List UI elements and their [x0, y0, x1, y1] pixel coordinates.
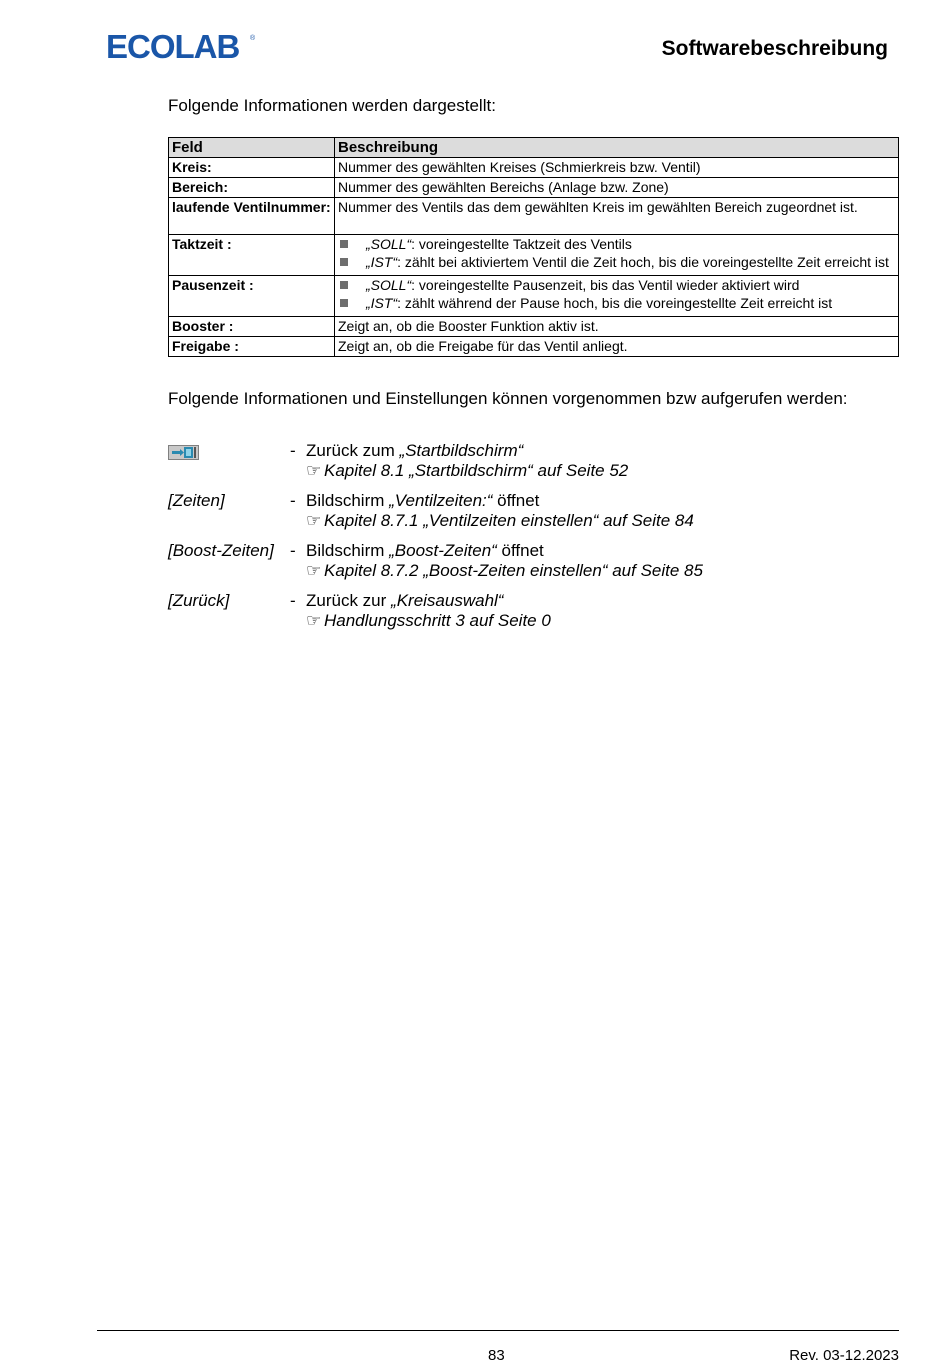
home-screen-icon[interactable] [168, 445, 199, 460]
feld-cell: laufende Ventilnummer: [169, 198, 335, 235]
table-row [169, 198, 899, 235]
action-text: Bildschirm „Boost-Zeiten“ öffnet [306, 541, 544, 560]
table-row [169, 178, 899, 198]
feld-cell: Pausenzeit : [169, 276, 335, 317]
column-header-beschreibung: Beschreibung [335, 138, 899, 158]
intro-text: Folgende Informationen werden dargestellt: [168, 96, 496, 115]
action-text: Zurück zur „Kreisauswahl“ [306, 591, 504, 610]
boost-zeiten-button[interactable]: [Boost-Zeiten] [168, 541, 274, 560]
desc-cell: Zeigt an, ob die Booster Funktion aktiv ist. [335, 317, 899, 337]
action-dash: - [290, 491, 296, 510]
list-item: „IST“: zählt bei aktiviertem Ventil die Zeit hoch, bis die voreingestellte Zeit erreicht ist [338, 255, 895, 270]
desc-cell: Zeigt an, ob die Freigabe für das Ventil anliegt. [335, 337, 899, 357]
square-bullet-icon [340, 281, 348, 289]
pointing-hand-icon: ☞ [306, 611, 322, 630]
desc-cell: Nummer des gewählten Kreises (Schmierkreis bzw. Ventil) [335, 158, 899, 178]
table-row [169, 276, 899, 317]
action-reference[interactable]: ☞ Handlungsschritt 3 auf Seite 0 [306, 611, 551, 630]
bullet-list [338, 237, 895, 270]
action-reference[interactable]: ☞ Kapitel 8.1 „Startbildschirm“ auf Seite 52 [306, 461, 629, 480]
action-dash: - [290, 591, 296, 610]
ecolab-logo [106, 30, 256, 62]
intro-text-2: Folgende Informationen und Einstellungen können vorgenommen bzw aufgerufen werden: [168, 389, 848, 408]
zurueck-button[interactable]: [Zurück] [168, 591, 230, 610]
pointing-hand-icon: ☞ [306, 461, 322, 480]
pointing-hand-icon: ☞ [306, 561, 322, 580]
info-table [168, 137, 899, 357]
revision-label: Rev. 03-12.2023 [789, 1347, 899, 1364]
desc-cell [335, 276, 899, 317]
action-reference[interactable]: ☞ Kapitel 8.7.2 „Boost-Zeiten einstellen“ auf Seite 85 [306, 561, 703, 580]
desc-cell [335, 235, 899, 276]
action-dash: - [290, 441, 296, 460]
desc-cell: Nummer des Ventils das dem gewählten Kreis im gewählten Bereich zugeordnet ist. [335, 198, 899, 235]
desc-cell: Nummer des gewählten Bereichs (Anlage bzw. Zone) [335, 178, 899, 198]
footer-divider [97, 1330, 899, 1331]
page-number: 83 [488, 1347, 505, 1364]
feld-cell: Freigabe : [169, 337, 335, 357]
table-row [169, 235, 899, 276]
feld-cell: Booster : [169, 317, 335, 337]
table-row [169, 337, 899, 357]
list-item: „SOLL“: voreingestellte Taktzeit des Ventils [338, 237, 895, 252]
square-bullet-icon [340, 240, 348, 248]
table-row [169, 317, 899, 337]
list-item: „IST“: zählt während der Pause hoch, bis die voreingestellte Zeit erreicht ist [338, 296, 895, 311]
feld-cell: Taktzeit : [169, 235, 335, 276]
column-header-feld: Feld [169, 138, 335, 158]
square-bullet-icon [340, 258, 348, 266]
square-bullet-icon [340, 299, 348, 307]
zeiten-button[interactable]: [Zeiten] [168, 491, 225, 510]
table-header-row [169, 138, 899, 158]
feld-cell: Bereich: [169, 178, 335, 198]
ecolab-logo-text: ECOLAB [106, 30, 240, 62]
bullet-list [338, 278, 895, 311]
feld-cell: Kreis: [169, 158, 335, 178]
pointing-hand-icon: ☞ [306, 511, 322, 530]
action-dash: - [290, 541, 296, 560]
svg-text:®: ® [250, 35, 256, 42]
table-row [169, 158, 899, 178]
page-header-title: Softwarebeschreibung [661, 37, 888, 60]
list-item: „SOLL“: voreingestellte Pausenzeit, bis das Ventil wieder aktiviert wird [338, 278, 895, 293]
action-text: Zurück zum „Startbildschirm“ [306, 441, 524, 460]
action-text: Bildschirm „Ventilzeiten:“ öffnet [306, 491, 540, 510]
action-reference[interactable]: ☞ Kapitel 8.7.1 „Ventilzeiten einstellen“ auf Seite 84 [306, 511, 694, 530]
